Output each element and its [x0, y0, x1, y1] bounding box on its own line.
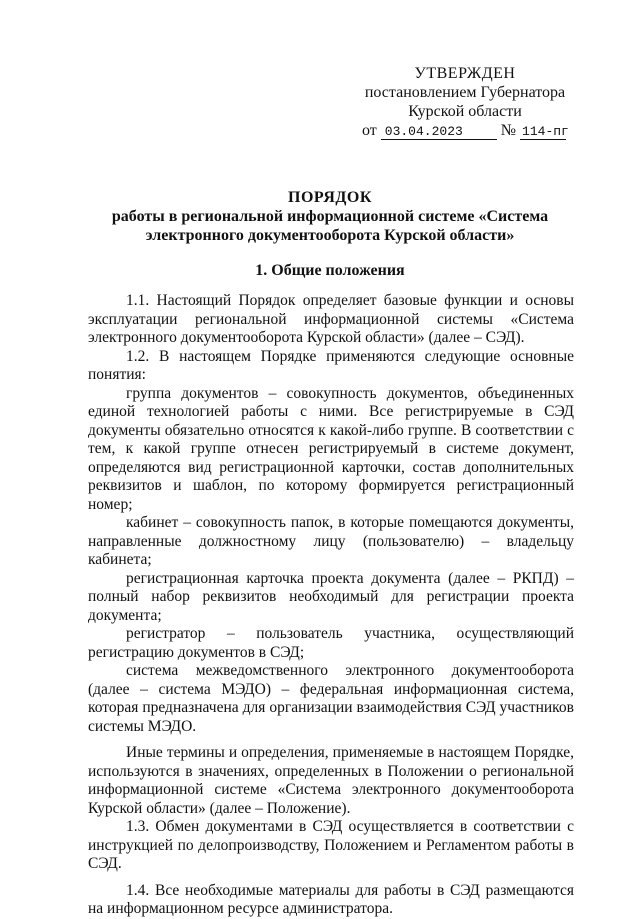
definition-cabinet: кабинет – совокупность папок, в которые помещаются документы, направленные должностному лицу (пользователю) – владельцу кабинета;: [88, 514, 574, 568]
section-title: 1. Общие положения: [255, 262, 405, 279]
definition-medo: система межведомственного электронного документооборота (далее – система МЭДО) – федеральная информационная система, которая предназначена для организации взаимодействия СЭД участников системы МЭДО.: [88, 662, 574, 735]
paragraph-other-terms: Иные термины и определения, применяемые в настоящем Порядке, используются в значениях, определенных в Положении о региональной информационной системе «Система электронного документооборота Курской области» (далее – Положение).: [88, 744, 574, 817]
paragraph-1-1: 1.1. Настоящий Порядок определяет базовые функции и основы эксплуатации региональной информационной системы «Система электронного документооборота Курской области» (далее – СЭД).: [88, 292, 574, 346]
number-prefix: №: [500, 122, 517, 139]
approval-line-1: постановлением Губернатора: [364, 84, 566, 101]
paragraph-1-2: 1.2. В настоящем Порядке применяются следующие основные понятия:: [88, 347, 574, 383]
date-prefix: от: [362, 122, 377, 139]
document-body: [88, 292, 574, 919]
approval-line-2: Курской области: [408, 103, 522, 120]
definition-registrar: регистратор – пользователь участника, осуществляющий регистрацию документов в СЭД;: [88, 625, 574, 661]
document-subtitle-line-2: электронного документооборота Курской области»: [145, 227, 515, 244]
paragraph-1-4: 1.4. Все необходимые материалы для работы в СЭД размещаются на информационном ресурсе администратора.: [88, 881, 574, 917]
approval-date: 03.04.2023: [381, 124, 497, 140]
approval-number: 114-пг: [522, 124, 569, 139]
approval-date-line: [350, 121, 580, 140]
document-subtitle-line-1: работы в региональной информационной системе «Система: [111, 208, 549, 225]
approval-title: УТВЕРЖДЕН: [414, 65, 516, 82]
document-title: ПОРЯДОК: [288, 189, 372, 206]
definition-rkpd: регистрационная карточка проекта документа (далее – РКПД) – полный набор реквизитов необходимый для регистрации проекта документа;: [88, 569, 574, 624]
approval-stamp: [350, 64, 580, 140]
paragraph-1-3: 1.3. Обмен документами в СЭД осуществляется в соответствии с инструкцией по делопроизводству, Положением и Регламентом работы в СЭД.: [88, 818, 574, 872]
definition-document-group: группа документов – совокупность документов, объединенных единой технологией работы с ними. Все регистрируемые в СЭД документы обязательно относятся к какой-либо группе. В соответствии с тем, к какой группе отнесен регистрируемый в системе документ, определяются вид регистрационной карточки, состав дополнительных реквизитов и шаблон, по которому формируется регистрационный номер;: [88, 384, 574, 513]
